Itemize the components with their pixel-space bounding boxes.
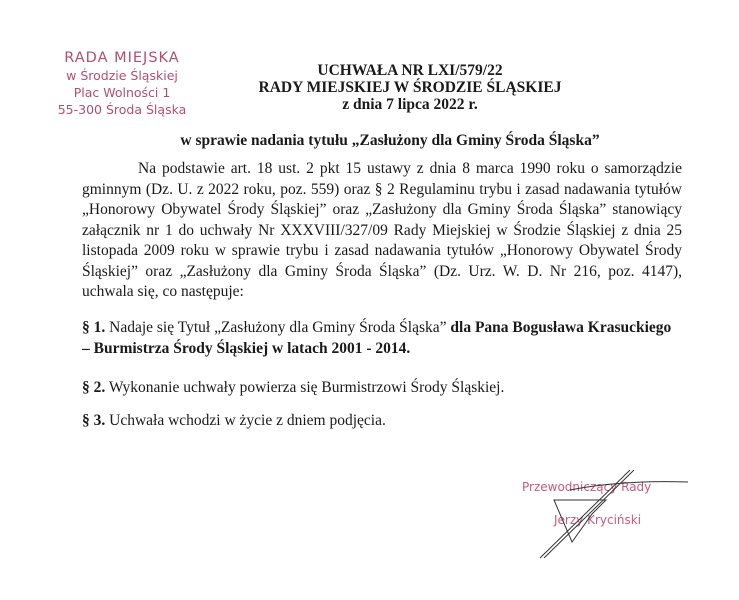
resolution-header xyxy=(200,62,620,113)
preamble xyxy=(82,159,682,303)
paragraph-1 xyxy=(82,318,682,359)
paragraph-number: § 3. xyxy=(82,412,106,429)
council-stamp xyxy=(52,50,192,118)
signature-block xyxy=(510,470,710,560)
resolution-subject: w sprawie nadania tytułu „Zasłużony dla Gminy Środa Śląska” xyxy=(180,132,600,149)
resolution-number: UCHWAŁA NR LXI/579/22 xyxy=(317,62,503,79)
preamble-text: Na podstawie art. 18 ust. 2 pkt 15 ustawy z dnia 8 marca 1990 roku o samorządzie gminnym (Dz. U. z 2022 roku, poz. 559) oraz § 2 Regulaminu trybu i zasad nadawania tytułów „Honorowy Obywatel Środy Śląskiej” oraz „Zasłużony dla Gminy Środa Śląska” stanowiący załącznik nr 1 do uchwały Nr XXXVIII/327/09 Rady Miejskiej w Środzie Śląskiej z dnia 25 listopada 2009 roku w sprawie trybu i zasad nadawania tytułów „Honorowy Obywatel Środy Śląskiej” oraz „Zasłużony dla Gminy Środa Śląska” (Dz. Urz. W. D. Nr 216, poz. 4147), uchwala się, co następuje: xyxy=(82,160,682,300)
paragraph-number: § 1. xyxy=(82,319,106,336)
stamp-line: w Środzie Śląskiej xyxy=(66,68,178,83)
paragraph-text: Wykonanie uchwały powierza się Burmistrzowi Środy Śląskiej. xyxy=(105,379,505,396)
paragraph-number: § 2. xyxy=(82,379,106,396)
paragraph-bold-text: dla Pana Bogusława Krasuckiego – Burmistrza Środy Śląskiej w latach 2001 - 2014. xyxy=(82,319,672,357)
paragraph-text: Uchwała wchodzi w życie z dniem podjęcia. xyxy=(105,412,386,429)
paragraph-text: Nadaje się Tytuł „Zasłużony dla Gminy Środa Śląska” xyxy=(105,319,451,336)
handwritten-signature-icon xyxy=(510,470,710,560)
signatory-name: Jerzy Kryciński xyxy=(554,513,642,527)
signatory-title: Przewodniczący Rady xyxy=(522,480,652,494)
stamp-line: 55-300 Środa Śląska xyxy=(57,102,187,117)
stamp-line: Plac Wolności 1 xyxy=(73,85,171,100)
paragraph-3 xyxy=(82,411,682,432)
paragraph-2 xyxy=(82,378,682,399)
council-name: RADY MIEJSKIEJ W ŚRODZIE ŚLĄSKIEJ xyxy=(258,79,562,96)
stamp-line: RADA MIEJSKA xyxy=(64,50,180,66)
resolution-date: z dnia 7 lipca 2022 r. xyxy=(342,96,478,113)
